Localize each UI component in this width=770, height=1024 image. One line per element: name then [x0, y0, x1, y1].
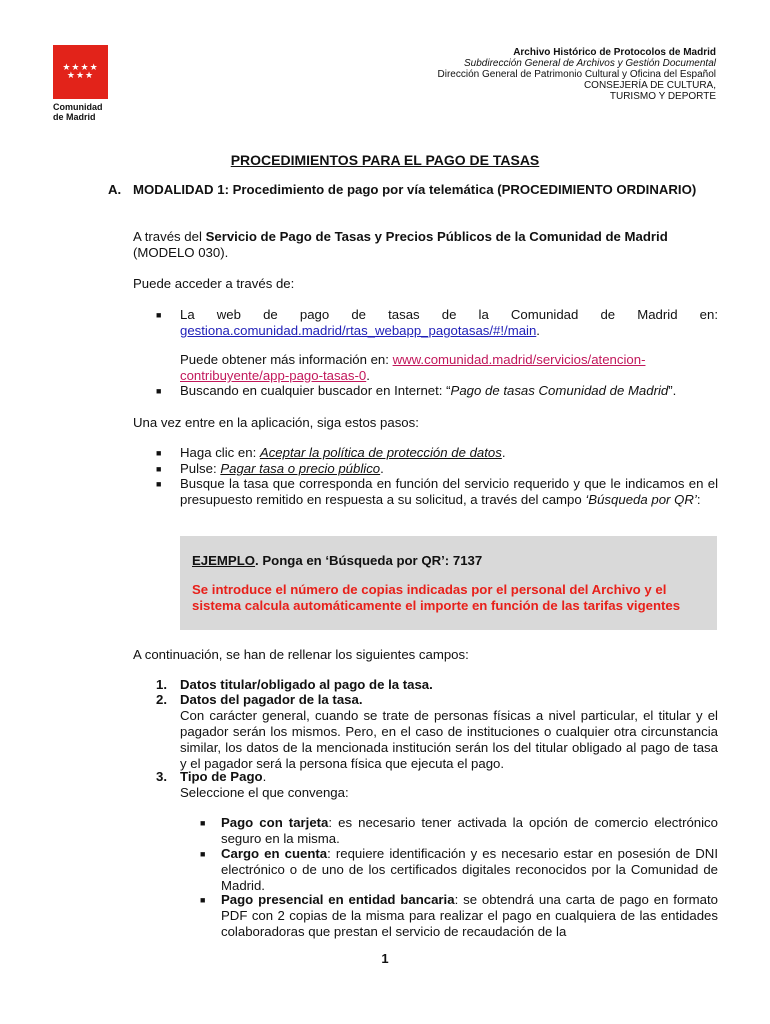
- steps-label: Una vez entre en la aplicación, siga estos pasos:: [133, 415, 419, 430]
- bullet-icon: ■: [200, 818, 206, 828]
- example-note: Se introduce el número de copias indicadas por el personal del Archivo y el sistema calcula automáticamente el importe en función de las tarifas vigentes: [192, 582, 681, 613]
- bullet-icon: ■: [156, 448, 162, 458]
- step-bullet-2: [156, 461, 718, 477]
- step3-post: :: [696, 492, 701, 507]
- step3-field-name: ‘Búsqueda por QR’: [585, 492, 697, 507]
- example-rest: . Ponga en ‘Búsqueda por QR’: 7137: [255, 553, 483, 568]
- example-label: EJEMPLO: [192, 553, 256, 568]
- field-item-2: [156, 692, 718, 772]
- logo-line2: de Madrid: [53, 112, 96, 122]
- accept-privacy-link[interactable]: Aceptar la política de protección de datos: [259, 445, 502, 460]
- payment-type-name: Pago con tarjeta: [221, 815, 329, 830]
- bullet-icon: ■: [156, 479, 162, 489]
- logo-stars-icon: ★★★★: [62, 62, 99, 72]
- bullet-icon: ■: [156, 464, 162, 474]
- step-bullet-1: [156, 445, 718, 461]
- more-info-link[interactable]: www.comunidad.madrid/servicios/atencion-contribuyente/app-pago-tasas-0: [180, 352, 646, 383]
- section-a-text: MODALIDAD 1: Procedimiento de pago por vía telemática (PROCEDIMIENTO ORDINARIO): [133, 182, 697, 197]
- header-ministry-line2: TURISMO Y DEPORTE: [609, 91, 716, 102]
- more-info-paragraph: [180, 352, 718, 384]
- section-letter: A.: [108, 182, 122, 197]
- payment-bank: [200, 892, 718, 940]
- field-title: Datos del pagador de la tasa.: [180, 692, 363, 707]
- logo-line1: Comunidad: [53, 102, 103, 112]
- pay-fee-link[interactable]: Pagar tasa o precio público: [220, 461, 381, 476]
- intro-paragraph: [133, 229, 718, 261]
- step1-post: .: [501, 445, 506, 460]
- field-title-dot: .: [262, 769, 267, 784]
- search-term: Pago de tasas Comunidad de Madrid: [450, 383, 669, 398]
- payment-account: [200, 846, 718, 894]
- step-bullet-3: [156, 476, 718, 508]
- payment-type-name: Cargo en cuenta: [221, 846, 328, 861]
- page-number: 1: [381, 951, 389, 966]
- header-archive-name: Archivo Histórico de Protocolos de Madrid: [513, 47, 716, 58]
- payment-type-desc: : requiere identificación y es necesario estar en posesión de DNI electrónico o de uno de los certificados digitales reconocidos por la Comunidad de Madrid.: [221, 846, 718, 893]
- bullet-icon: ■: [200, 895, 206, 905]
- search-post: ”.: [668, 383, 677, 398]
- bullet-icon: ■: [156, 386, 162, 396]
- example-box: [180, 536, 717, 630]
- field-number: 2.: [156, 692, 167, 707]
- more-info-after: .: [366, 368, 370, 383]
- step2-pre: Pulse:: [180, 461, 221, 476]
- logo-flag: [53, 45, 108, 99]
- web-link-after: .: [536, 323, 540, 338]
- payment-type-desc: : es necesario tener activada la opción de comercio electrónico seguro en la misma.: [221, 815, 718, 846]
- web-text: La web de pago de tasas de la Comunidad de Madrid en:: [180, 307, 718, 322]
- logo-text: [53, 102, 108, 122]
- search-pre: Buscando en cualquier buscador en Internet: “: [180, 383, 451, 398]
- header-ministry-line1: CONSEJERÍA DE CULTURA,: [583, 80, 716, 91]
- intro-post: (MODELO 030).: [133, 245, 229, 260]
- intro-pre: A través del: [133, 229, 206, 244]
- section-a-heading: [108, 182, 718, 198]
- fields-label: A continuación, se han de rellenar los siguientes campos:: [133, 647, 469, 662]
- payment-type-name: Pago presencial en entidad bancaria: [221, 892, 455, 907]
- pago-tasas-link[interactable]: gestiona.comunidad.madrid/rtas_webapp_pagotasas/#!/main: [180, 323, 537, 338]
- more-info-pre: Puede obtener más información en:: [180, 352, 393, 367]
- comunidad-madrid-logo: [53, 45, 108, 122]
- step1-pre: Haga clic en:: [180, 445, 260, 460]
- field-number: 1.: [156, 677, 167, 692]
- field-description: Seleccione el que convenga:: [180, 785, 349, 800]
- step3-pre: Busque la tasa que corresponda en función del servicio requerido y que le indicamos en el presupuesto remitido en respuesta a su solicitud, a través del campo: [180, 476, 718, 507]
- letterhead: [438, 47, 716, 102]
- field-description: Con carácter general, cuando se trate de personas físicas a nivel particular, el titular y el pagador serán los mismos. Pero, en el caso de instituciones o cualquier otra circunstancia similar, los datos de la mencionada institución serán los del titular obligado al pago de tasa y el pagador será la persona física que ejecuta el pago.: [180, 708, 718, 771]
- header-subdirectorate: Subdirección General de Archivos y Gestión Documental: [464, 58, 716, 69]
- header-directorate: Dirección General de Patrimonio Cultural y Oficina del Español: [437, 69, 716, 80]
- bullet-icon: ■: [156, 310, 162, 320]
- field-number: 3.: [156, 769, 167, 784]
- field-title: Datos titular/obligado al pago de la tasa.: [180, 677, 433, 692]
- bullet-icon: ■: [200, 849, 206, 859]
- intro-service-name: Servicio de Pago de Tasas y Precios Públicos de la Comunidad de Madrid: [205, 229, 668, 244]
- field-title: Tipo de Pago: [180, 769, 263, 784]
- logo-stars-icon-row2: ★★★: [66, 70, 95, 80]
- page-title: PROCEDIMIENTOS PARA EL PAGO DE TASAS: [230, 152, 540, 168]
- example-heading: [192, 553, 482, 568]
- field-item-1: [156, 677, 718, 693]
- payment-type-desc: : se obtendrá una carta de pago en formato PDF con 2 copias de la misma para realizar el pago en cualquiera de las entidades colaboradoras que prestan el servicio de recaudación de la: [221, 892, 718, 939]
- access-bullet-search: [156, 383, 718, 399]
- field-item-3: [156, 769, 718, 801]
- access-bullet-web: [156, 307, 718, 339]
- access-label: Puede acceder a través de:: [133, 276, 295, 291]
- payment-card: [200, 815, 718, 847]
- step2-post: .: [380, 461, 384, 476]
